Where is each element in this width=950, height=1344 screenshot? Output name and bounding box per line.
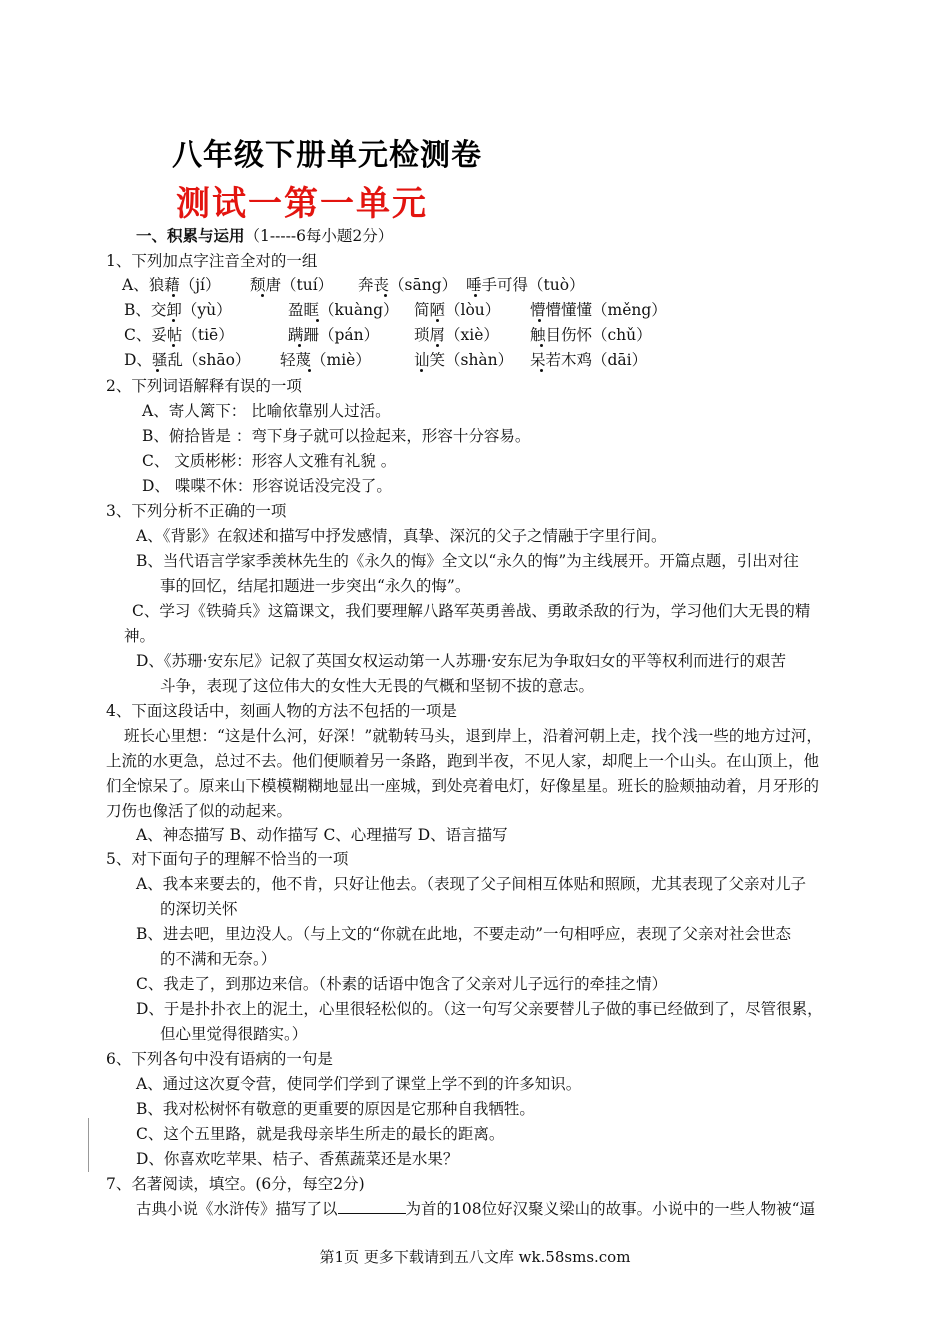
q4-options: A、神态描写 B、动作描写 C、心理描写 D、语言描写 <box>136 826 508 844</box>
q4-passage-line: 上流的水更急，总过不去。他们便顺着另一条路，跑到半夜，不见人家，却爬上一个山头。在山顶上，他 <box>106 752 820 770</box>
q6-option-a: A、通过这次夏令营，使同学们学到了课堂上学不到的许多知识。 <box>136 1075 582 1093</box>
document-subtitle: 测试一第一单元 <box>176 184 428 224</box>
q4-passage-line: 班长心里想：“这是什么河，好深！”就勒转马头，退到岸上，沿着河朝上走，找个浅一些的地方过河， <box>124 727 822 745</box>
page-footer: 第1页 更多下载请到五八文库 wk.58sms.com <box>319 1248 631 1266</box>
q3-option-b-cont: 事的回忆，结尾扣题进一步突出“永久的悔”。 <box>160 577 471 595</box>
section-note: （1-----6每小题2分） <box>244 227 394 245</box>
q7-stem: 7、名著阅读，填空。(6分，每空2分) <box>106 1175 365 1193</box>
q5-option-d-cont: 但心里觉得很踏实。） <box>160 1025 308 1043</box>
q1-option-a-1: A、狼藉（jí） <box>122 276 221 294</box>
q6-option-c: C、这个五里路，就是我母亲毕生所走的最长的距离。 <box>136 1125 505 1143</box>
section-label: 一、积累与运用 <box>136 227 245 245</box>
answer-blank[interactable] <box>338 1199 406 1214</box>
q1-option-b-1: B、交卸（yù） <box>124 301 232 319</box>
q3-option-c: C、学习《铁骑兵》这篇课文，我们要理解八路军英勇善战、勇敢杀敌的行为，学习他们大无畏的精 <box>132 602 811 620</box>
q2-stem: 2、下列词语解释有误的一项 <box>106 377 302 395</box>
margin-line <box>88 1118 89 1172</box>
q3-option-d-cont: 斗争，表现了这位伟大的女性大无畏的气概和坚韧不拔的意志。 <box>160 677 595 695</box>
q7-line-before: 古典小说《水浒传》描写了以 <box>136 1200 338 1218</box>
q7-line <box>136 1197 815 1221</box>
q2-option-b: B、俯拾皆是 ：弯下身子就可以捡起来，形容十分容易。 <box>142 427 531 445</box>
q5-option-b: B、进去吧，里边没人。（与上文的“你就在此地，不要走动”一句相呼应，表现了父亲对社会世态 <box>136 925 791 943</box>
q4-passage-line: 刀伤也像活了似的动起来。 <box>106 802 293 820</box>
q6-option-b: B、我对松树怀有敬意的更重要的原因是它那种自我牺牲。 <box>136 1100 535 1118</box>
q3-option-a: A、《背影》在叙述和描写中抒发感情，真挚、深沉的父子之情融于字里行间。 <box>136 527 667 545</box>
q1-option-b-2: 盈眶（kuàng） <box>288 301 399 319</box>
q7-line-after: 为首的108位好汉聚义梁山的故事。小说中的一些人物被“逼 <box>405 1200 816 1218</box>
q3-stem: 3、下列分析不正确的一项 <box>106 502 287 520</box>
q6-stem: 6、下列各句中没有语病的一句是 <box>106 1050 333 1068</box>
q2-option-c: C、 文质彬彬：形容人文雅有礼貌 。 <box>142 452 397 470</box>
q1-option-c-1: C、妥帖（tiē） <box>124 326 234 344</box>
q1-option-c-4: 触目伤怀（chǔ） <box>530 326 652 344</box>
q4-stem: 4、下面这段话中，刻画人物的方法不包括的一项是 <box>106 702 457 720</box>
q2-option-d: D、 喋喋不休：形容说话没完没了。 <box>142 477 392 495</box>
q1-option-d-1: D、骚乱（shāo） <box>124 351 251 369</box>
q5-stem: 5、对下面句子的理解不恰当的一项 <box>106 850 349 868</box>
q1-option-a-4: 唾手可得（tuò） <box>466 276 585 294</box>
section-heading <box>136 224 393 248</box>
q4-passage-line: 们全惊呆了。原来山下模模糊糊地显出一座城，到处亮着电灯，好像星星。班长的脸颊抽动着，月牙形的 <box>106 777 820 795</box>
q2-option-a: A、寄人篱下： 比喻依靠别人过活。 <box>142 402 391 420</box>
q1-option-d-2: 轻蔑（miè） <box>280 351 371 369</box>
document-title: 八年级下册单元检测卷 <box>172 138 482 173</box>
q1-stem: 1、下列加点字注音全对的一组 <box>106 252 318 270</box>
q5-option-a: A、我本来要去的，他不肯，只好让他去。（表现了父子间相互体贴和照顾，尤其表现了父亲对儿子 <box>136 875 806 893</box>
q1-option-a-2: 颓唐（tuí） <box>250 276 334 294</box>
q3-option-b: B、当代语言学家季羡林先生的《永久的悔》全文以“永久的悔”为主线展开。开篇点题，引出对往 <box>136 552 799 570</box>
q5-option-b-cont: 的不满和无奈。） <box>160 950 277 968</box>
q5-option-d: D、于是扑扑衣上的泥土，心里很轻松似的。（这一句写父亲要替儿子做的事已经做到了，尽管很累， <box>136 1000 823 1018</box>
q1-option-d-4: 呆若木鸡（dāi） <box>530 351 648 369</box>
q3-option-c-cont: 神。 <box>124 627 156 645</box>
q1-option-c-3: 琐屑（xiè） <box>414 326 499 344</box>
q1-option-b-4: 懵懵懂懂（měng） <box>530 301 667 319</box>
q6-option-d: D、你喜欢吃苹果、桔子、香蕉蔬菜还是水果？ <box>136 1150 459 1168</box>
q3-option-d: D、《苏珊·安东尼》记叙了英国女权运动第一人苏珊·安东尼为争取妇女的平等权利而进行的艰苦 <box>136 652 787 670</box>
q1-option-a-3: 奔丧（sāng） <box>358 276 458 294</box>
q1-option-b-3: 简陋（lòu） <box>414 301 501 319</box>
q5-option-a-cont: 的深切关怀 <box>160 900 238 918</box>
q1-option-c-2: 蹒跚（pán） <box>288 326 380 344</box>
q1-option-d-3: 讪笑（shàn） <box>414 351 514 369</box>
q5-option-c: C、我走了，到那边来信。（朴素的话语中饱含了父亲对儿子远行的牵挂之情） <box>136 975 668 993</box>
